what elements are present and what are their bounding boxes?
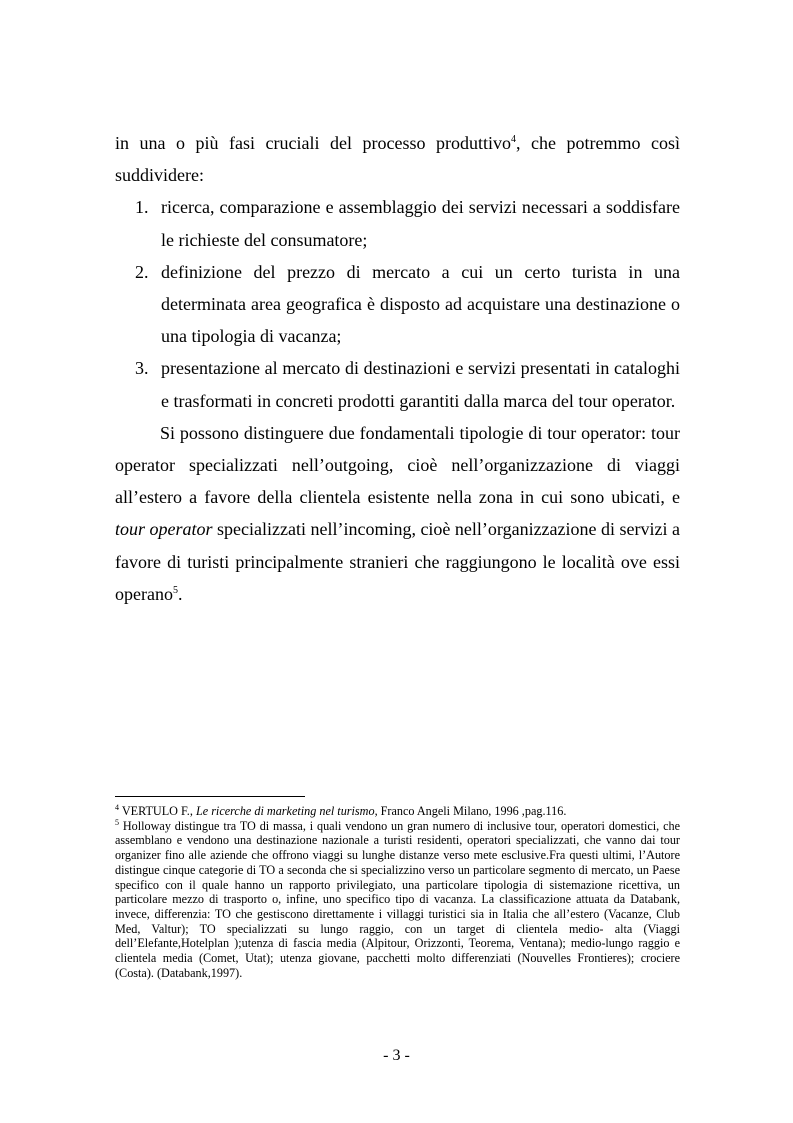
list-item xyxy=(115,352,680,416)
typologies-text-a: Si possono distinguere due fondamentali tipologie di tour operator: tour operator specializzati nell’outgoing, cioè nell’organizzazione di viaggi all’estero a favore della clientela esistente nella zona in cui sono ubicati, e xyxy=(115,422,680,508)
list-item-text: presentazione al mercato di destinazioni e servizi presentati in cataloghi e trasformati in concreti prodotti garantiti dalla marca del tour operator. xyxy=(161,358,680,411)
footnote-5-marker: 5 xyxy=(115,817,119,827)
footnote-4-title: Le ricerche di marketing nel turismo xyxy=(195,804,375,818)
footnote-5 xyxy=(115,819,680,981)
footnote-5-text: Holloway distingue tra TO di massa, i quali vendono un gran numero di inclusive tour, operatori domestici, che assemblano e vendono una destinazione nazionale a turisti residenti, operatori specializzati, che vanno dai tour organizer fino alle aziende che offrono viaggi su lunghe distanze verso mete esclusive.Fra questi ultimi, l’Autore distingue cinque categorie di TO a seconda che si specializzino verso un particolare segmento di mercato, un Paese specifico con il quale hanno un rapporto privilegiato, una particolare tipologia di sistemazione ricettiva, un particolare mezzo di trasporto o, infine, uno specifico tipo di vacanza. La classificazione attuata da Databank, invece, differenzia: TO che gestiscono direttamente i villaggi turistici sia in Italia che all’estero (Vacanze, Club Med, Valtur); TO specializzati su lungo raggio, con un target di clientela medio- alta (Viaggi dell’Elefante,Hotelplan );utenza di fascia media (Alpitour, Orizzonti, Teorema, Ventana); medio-lungo raggio e clientela media (Comet, Utat); utenza giovane, pacchetti molto differenziati (Nouvelles Frontieres); crociere (Costa). (Databank,1997). xyxy=(115,818,680,980)
list-item-text: ricerca, comparazione e assemblaggio dei servizi necessari a soddisfare le richieste del consumatore; xyxy=(161,197,680,250)
footnotes xyxy=(115,804,680,980)
paragraph-intro xyxy=(115,127,680,191)
footnote-4-rest: , Franco Angeli Milano, 1996 ,pag.116. xyxy=(374,804,567,818)
footnote-ref-4[interactable]: 4 xyxy=(511,134,516,145)
body-text xyxy=(115,127,680,610)
footnote-ref-5[interactable]: 5 xyxy=(172,584,178,596)
typologies-text-b: specializzati nell’incoming, cioè nell’organizzazione di servizi a favore di turisti principalmente stranieri che raggiungono le località ove essi operano xyxy=(115,519,680,604)
footnote-divider xyxy=(115,796,305,797)
intro-tail: , che potremmo così suddividere: xyxy=(115,133,680,186)
list-item xyxy=(115,191,680,255)
footnote-4-marker: 4 xyxy=(115,802,119,812)
list-item xyxy=(115,256,680,353)
typologies-italic-term: tour operator xyxy=(115,519,213,540)
list-item-number: 3. xyxy=(135,358,149,379)
typologies-end: . xyxy=(177,583,183,604)
intro-lead: in una o più fasi cruciali del processo produttivo xyxy=(115,133,511,153)
page-number: - 3 - xyxy=(383,1047,410,1064)
footnote-4-author: VERTULO F., xyxy=(119,804,196,818)
process-list xyxy=(115,191,680,416)
list-item-text: definizione del prezzo di mercato a cui un certo turista in una determinata area geografica è disposto ad acquistare una destinazione o una tipologia di vacanza; xyxy=(161,261,680,347)
footnote-4 xyxy=(115,804,680,819)
list-item-number: 2. xyxy=(135,261,149,282)
paragraph-typologies xyxy=(115,417,680,610)
list-item-number: 1. xyxy=(135,197,149,218)
